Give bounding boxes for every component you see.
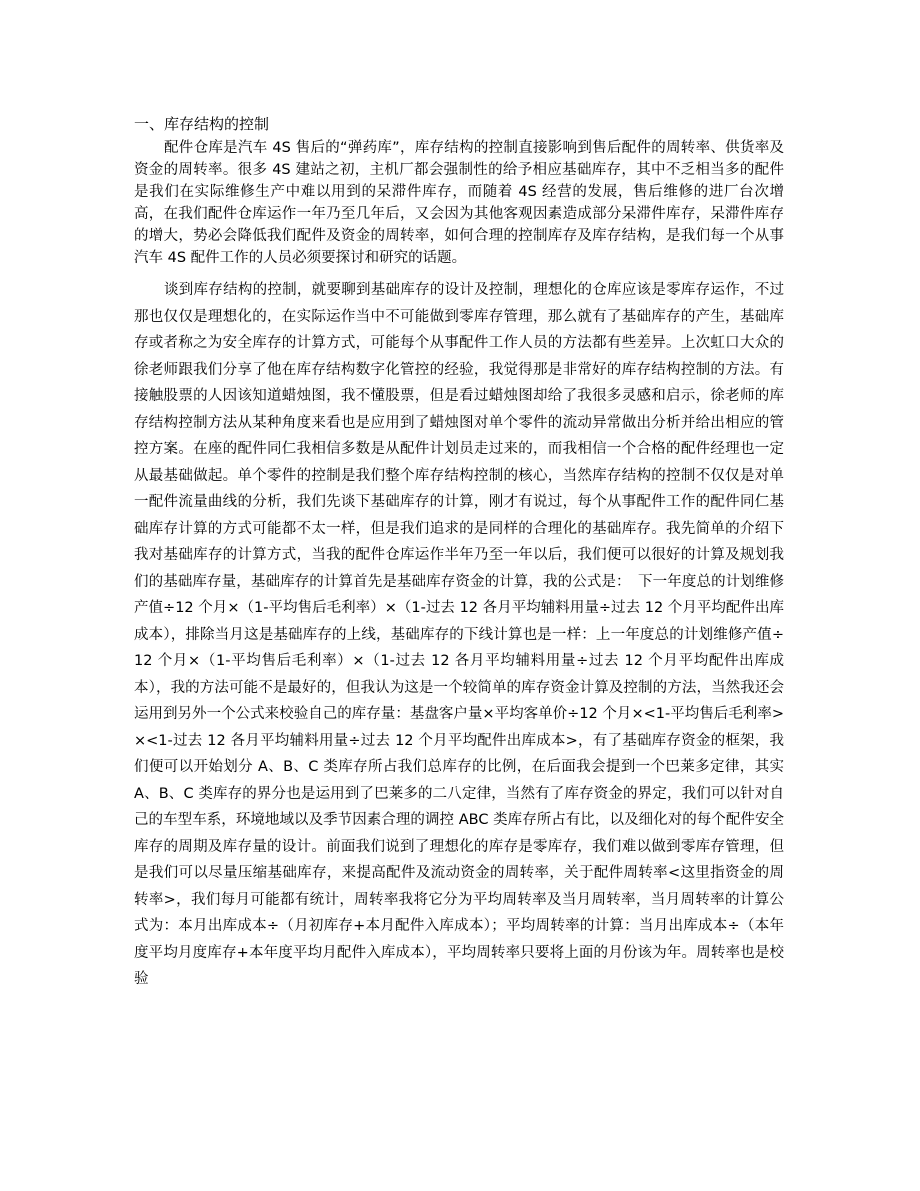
- paragraph-base-inventory: 谈到库存结构的控制，就要聊到基础库存的设计及控制，理想化的仓库应该是零库存运作，不过那也仅仅是理想化的，在实际运作当中不可能做到零库存管理，那么就有了基础库存的产生，基础库存或者称之为安全库存的计算方式，可能每个从事配件工作人员的方法都有些差异。上次虹口大众的徐老师跟我们分享了他在库存结构数字化管控的经验，我觉得那是非常好的库存结构控制的方法。有接触股票的人因该知道蜡烛图，我不懂股票，但是看过蜡烛图却给了我很多灵感和启示，徐老师的库存结构控制方法从某种角度来看也是应用到了蜡烛图对单个零件的流动异常做出分析并给出相应的管控方案。在座的配件同仁我相信多数是从配件计划员走过来的，而我相信一个合格的配件经理也一定从最基础做起。单个零件的控制是我们整个库存结构控制的核心，当然库存结构的控制不仅仅是对单一配件流量曲线的分析，我们先谈下基础库存的计算，刚才有说过，每个从事配件工作的配件同仁基础库存计算的方式可能都不太一样，但是我们追求的是同样的合理化的基础库存。我先简单的介绍下我对基础库存的计算方式，当我的配件仓库运作半年乃至一年以后，我们便可以很好的计算及规划我们的基础库存量，基础库存的计算首先是基础库存资金的计算，我的公式是： 下一年度总的计划维修产值÷12 个月×（1-平均售后毛利率）×（1-过去 12 各月平均辅料用量÷过去 12 个月平均配件出库成本），排除当月这是基础库存的上线，基础库存的下线计算也是一样：上一年度总的计划维修产值÷12 个月×（1-平均售后毛利率）×（1-过去 12 各月平均辅料用量÷过去 12 个月平均配件出库成本），我的方法可能不是最好的，但我认为这是一个较简单的库存资金计算及控制的方法，当然我还会运用到另外一个公式来校验自己的库存量：基盘客户量×平均客单价÷12 个月×<1-平均售后毛利率>×<1-过去 12 各月平均辅料用量÷过去 12 个月平均配件出库成本>，有了基础库存资金的框架，我们便可以开始划分 A、B、C 类库存所占我们总库存的比例，在后面我会提到一个巴莱多定律，其实 A、B、C 类库存的界分也是运用到了巴莱多的二八定律，当然有了库存资金的界定，我们可以针对自己的车型车系，环境地域以及季节因素合理的调控 ABC 类库存所占有比，以及细化对的每个配件安全库存的周期及库存量的设计。前面我们说到了理想化的库存是零库存，我们难以做到零库存管理，但是我们可以尽量压缩基础库存，来提高配件及流动资金的周转率，关于配件周转率<这里指资金的周转率>，我们每月可能都有统计，周转率我将它分为平均周转率及当月周转率，当月周转率的计算公式为：本月出库成本÷（月初库存+本月配件入库成本）；平均周转率的计算：当月出库成本÷（本年度平均月度库存+本年度平均月配件入库成本），平均周转率只要将上面的月份该为年。周转率也是校验: [134, 282, 784, 987]
- section-heading: 一、库存结构的控制: [134, 115, 270, 133]
- document-page: [134, 112, 784, 993]
- paragraph-inventory-intro: 配件仓库是汽车 4S 售后的“弹药库”，库存结构的控制直接影响到售后配件的周转率、供货率及资金的周转率。很多 4S 建站之初，主机厂都会强制性的给予相应基础库存，其中不乏相当多的配件是我们在实际维修生产中难以用到的呆滞件库存，而随着 4S 经营的发展，售后维修的进厂台次增高，在我们配件仓库运作一年乃至几年后，又会因为其他客观因素造成部分呆滞件库存，呆滞件库存的增大，势必会降低我们配件及资金的周转率，如何合理的控制库存及库存结构，是我们每一个从事汽车 4S 配件工作的人员必须要探讨和研究的话题。: [134, 140, 784, 266]
